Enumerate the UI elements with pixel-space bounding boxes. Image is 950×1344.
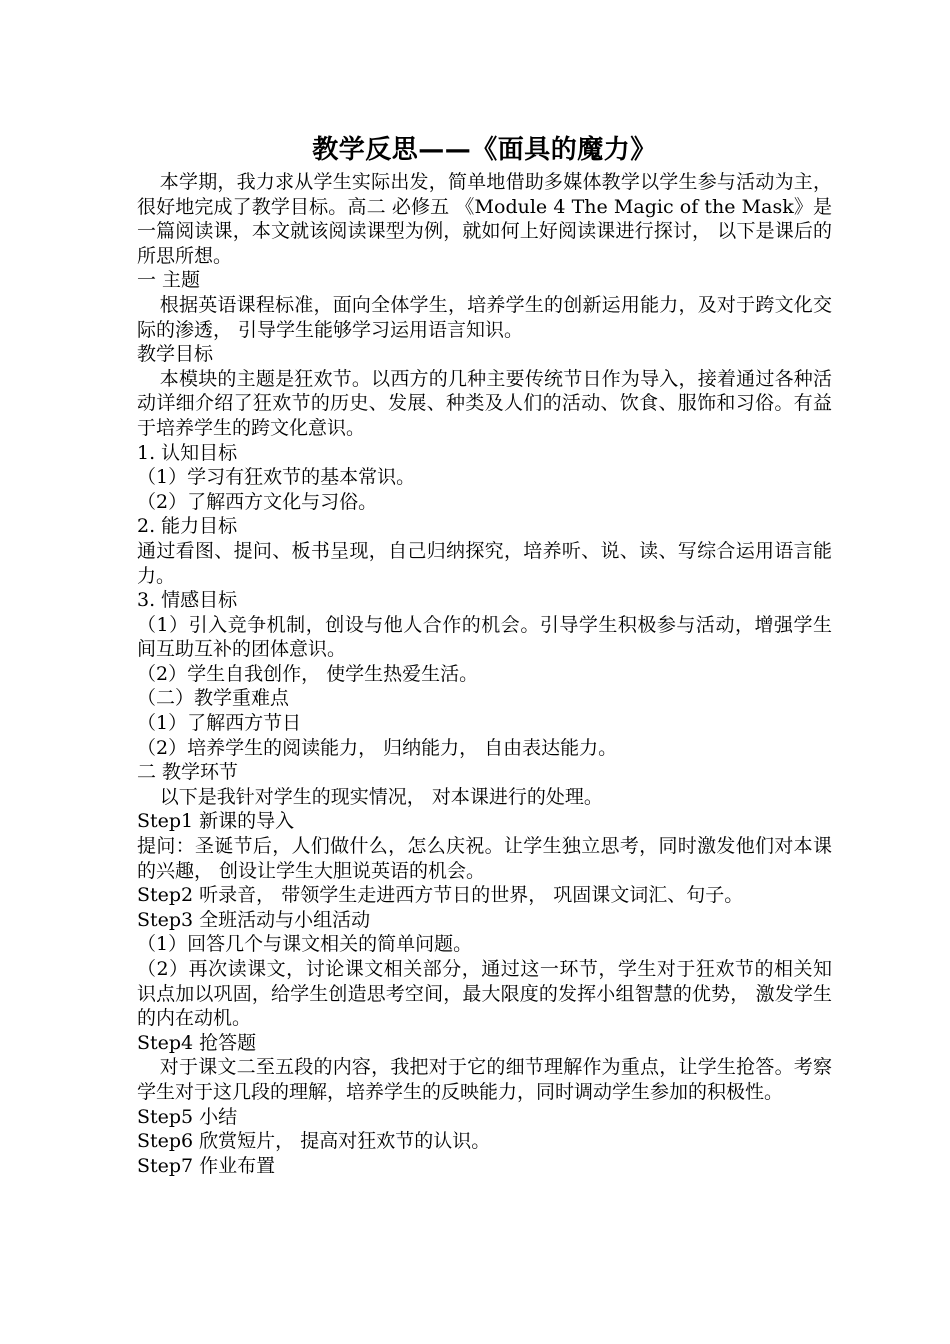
paragraph: Step4 抢答题 xyxy=(137,1031,257,1054)
paragraph: Step3 全班活动与小组活动 xyxy=(137,908,371,931)
paragraph: Step2 听录音， 带领学生走进西方节日的世界， 巩固课文词汇、句子。 xyxy=(137,884,744,907)
paragraph: 根据英语课程标准，面向全体学生，培养学生的创新运用能力，及对于跨文化交际的渗透， 引导学生能够学习运用语言知识。 xyxy=(137,293,832,341)
document-body xyxy=(137,170,832,1178)
paragraph: 对于课文二至五段的内容，我把对于它的细节理解作为重点，让学生抢答。考察学生对于这几段的理解，培养学生的反映能力，同时调动学生参加的积极性。 xyxy=(137,1056,832,1103)
paragraph: （2）学生自我创作， 使学生热爱生活。 xyxy=(137,662,479,685)
paragraph: （2）了解西方文化与习俗。 xyxy=(137,490,378,513)
paragraph: 2. 能力目标 xyxy=(137,515,238,538)
paragraph: （1）回答几个与课文相关的简单问题。 xyxy=(137,933,473,956)
paragraph: 本学期，我力求从学生实际出发，简单地借助多媒体教学以学生参与活动为主， 很好地完成了教学目标。高二 必修五 《Module 4 The Magic of the Mask》是一篇阅读课，本文就该阅读课型为例，就如何上好阅读课进行探讨， 以下是课后的所思所想。 xyxy=(137,171,832,267)
paragraph: （1）了解西方节日 xyxy=(137,712,302,735)
paragraph: （2）培养学生的阅读能力， 归纳能力， 自由表达能力。 xyxy=(137,736,618,759)
paragraph: 二 教学环节 xyxy=(137,761,239,784)
paragraph: 以下是我针对学生的现实情况， 对本课进行的处理。 xyxy=(159,785,603,808)
paragraph: 教学目标 xyxy=(137,343,214,366)
paragraph: 本模块的主题是狂欢节。以西方的几种主要传统节日作为导入，接着通过各种活动详细介绍了狂欢节的历史、发展、种类及人们的活动、饮食、服饰和习俗。有益于培养学生的跨文化意识。 xyxy=(137,367,832,439)
paragraph: 1. 认知目标 xyxy=(137,441,238,464)
paragraph: 通过看图、提问、板书呈现，自己归纳探究，培养听、说、读、写综合运用语言能力。 xyxy=(137,539,832,587)
paragraph: Step5 小结 xyxy=(137,1105,238,1128)
paragraph: 3. 情感目标 xyxy=(137,589,238,612)
paragraph: 一 主题 xyxy=(137,269,201,292)
paragraph: Step1 新课的导入 xyxy=(137,810,295,833)
paragraph: （2）再次读课文，讨论课文相关部分，通过这一环节，学生对于狂欢节的相关知识点加以巩固，给学生创造思考空间，最大限度的发挥小组智慧的优势， 激发学生的内在动机。 xyxy=(137,958,832,1030)
paragraph: （1）学习有狂欢节的基本常识。 xyxy=(137,466,416,489)
document-title: 教学反思——《面具的魔力》 xyxy=(312,135,657,165)
paragraph: （1）引入竞争机制，创设与他人合作的机会。引导学生积极参与活动，增强学生间互助互补的团体意识。 xyxy=(137,613,832,661)
paragraph: Step6 欣赏短片， 提高对狂欢节的认识。 xyxy=(137,1130,491,1153)
paragraph: （二）教学重难点 xyxy=(137,687,290,710)
paragraph: 提问：圣诞节后，人们做什么，怎么庆祝。让学生独立思考，同时激发他们对本课的兴趣， 创设让学生大胆说英语的机会。 xyxy=(137,835,832,882)
document-page xyxy=(137,132,832,1178)
paragraph: Step7 作业布置 xyxy=(137,1154,276,1177)
